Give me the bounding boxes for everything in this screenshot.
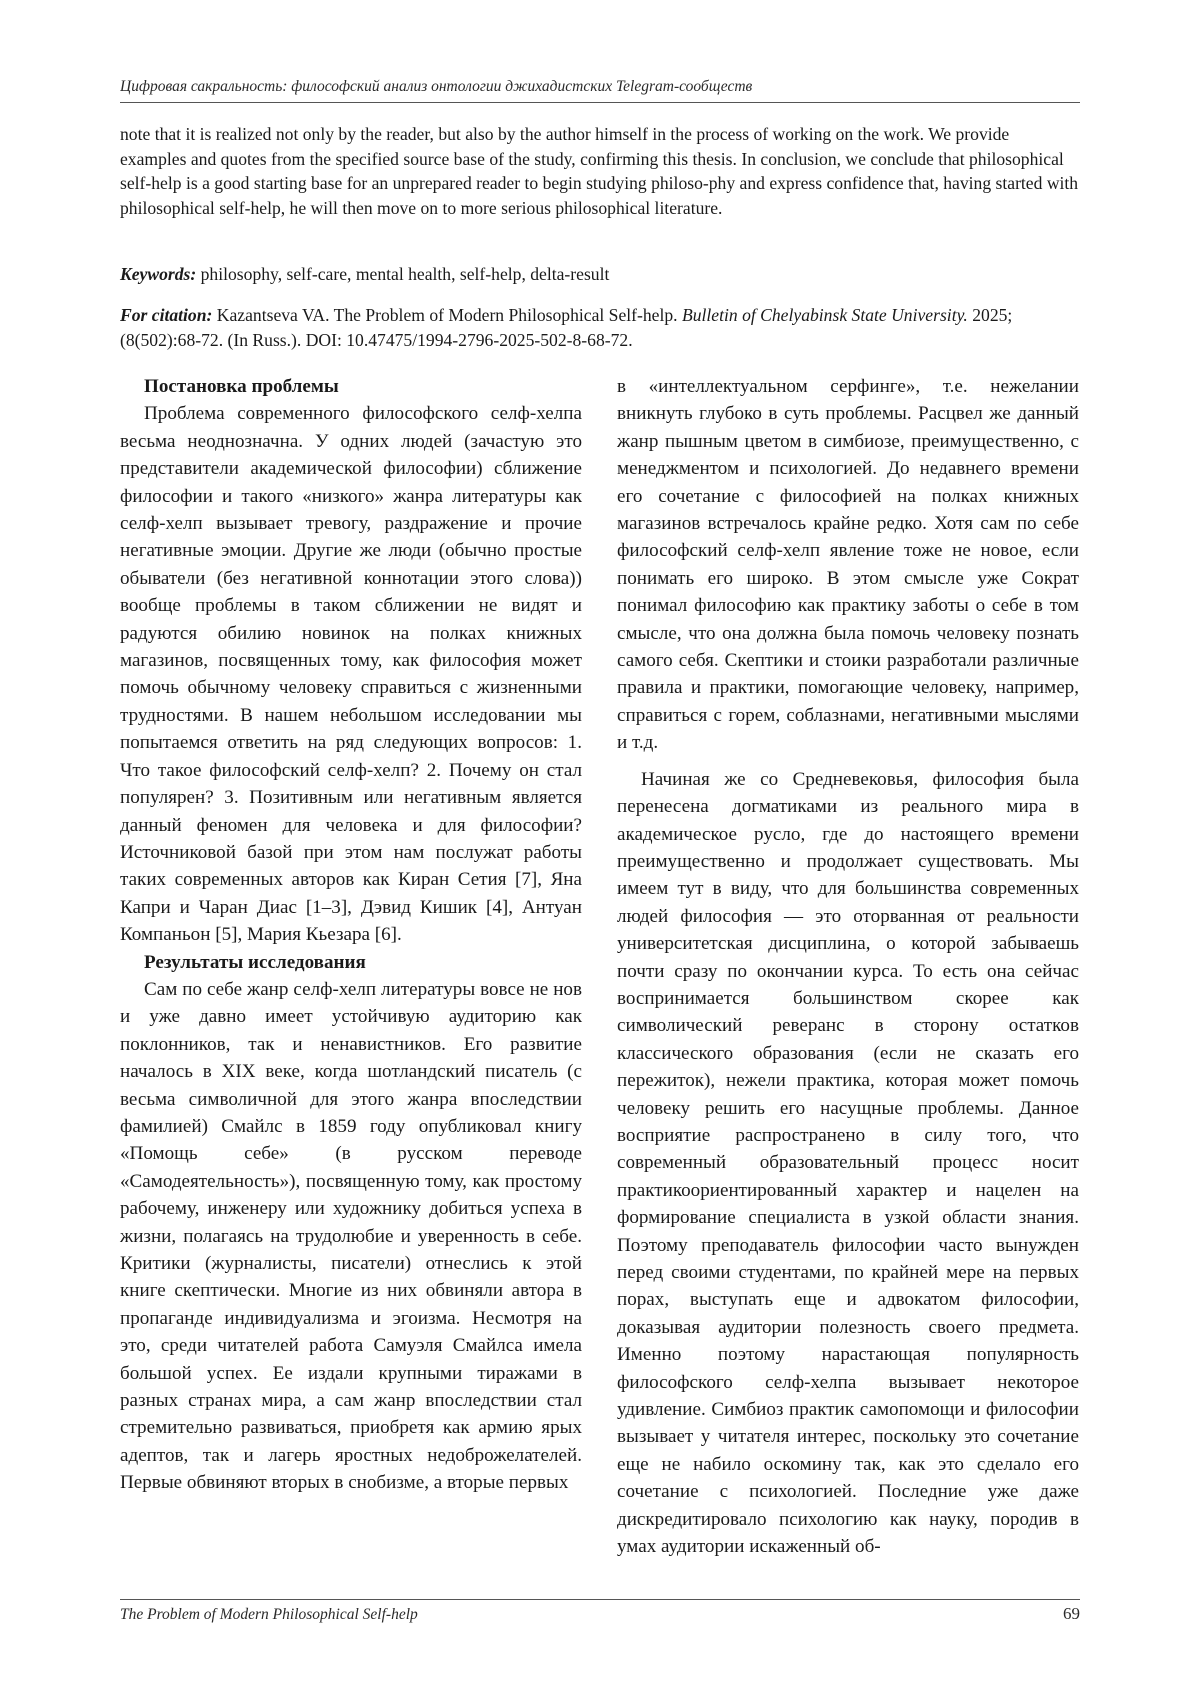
- citation-label: For citation:: [120, 305, 213, 325]
- keywords-text: philosophy, self-care, mental health, self-help, delta-result: [196, 264, 610, 284]
- citation-journal: Bulletin of Chelyabinsk State University.: [681, 305, 968, 325]
- citation: [120, 303, 1080, 352]
- footer-rule: [120, 1599, 1080, 1600]
- paragraph-continuation: в «интеллектуальном серфинге», т.е. нежелании вникнуть глубоко в суть проблемы. Расцвел же данный жанр пышным цветом в симбиозе, преимущественно, с менеджментом и психологией. До недавнего времени его сочетание с философией на полках книжных магазинов встречалось крайне редко. Хотя сам по себе философский селф-хелп явление тоже не новое, если понимать его широко. В этом смысле уже Сократ понимал философию как практику заботы о себе в том смысле, что она должна была помочь человеку познать самого себя. Скептики и стоики разработали различные правила и практики, помогающие человеку, например, справиться с горем, соблазнами, негативными мыслями и т.д.: [617, 376, 1079, 754]
- footer-title: The Problem of Modern Philosophical Self-help: [120, 1606, 418, 1623]
- paragraph-problem: Проблема современного философского селф-хелпа весьма неоднозначна. У одних людей (зачастую это представители академической философии) сближение философии и такого «низкого» жанра литературы как селф-хелп вызывает тревогу, раздражение и прочие негативные эмоции. Другие же люди (обычно простые обыватели (без негативной коннотации этого слова)) вообще проблемы в таком сближении не видят и радуются обилию новинок на полках книжных магазинов, посвященных тому, как философия может помочь обычному человеку справиться с жизненными трудностями. В нашем небольшом исследовании мы попытаемся ответить на ряд следующих вопросов: 1. Что такое философский селф-хелп? 2. Почему он стал популярен? 3. Позитивным или негативным является данный феномен для человека и для философии? Источниковой базой при этом нам послужат работы таких современных авторов как Киран Сетия [7], Яна Капри и Чаран Диас [1–3], Дэвид Кишик [4], Антуан Компаньон [5], Мария Кьезара [6].: [120, 403, 582, 946]
- keywords: [120, 262, 1080, 286]
- running-header: Цифровая сакральность: философский анализ онтологии джихадистских Telegram-сообществ: [120, 78, 1080, 103]
- abstract-tail: note that it is realized not only by the reader, but also by the author himself in the process of working on the work. We provide examples and quotes from the specified source base of the study, confirming this thesis. In conclusion, we conclude that philosophical self-help is a good starting base for an unprepared reader to begin studying philoso-phy and express confidence that, having started with philosophical self-help, he will then move on to more serious philosophical literature.: [120, 124, 1079, 218]
- right-column: [617, 373, 1079, 1560]
- section-heading-problem: Постановка проблемы: [144, 376, 339, 397]
- keywords-label: Keywords:: [120, 264, 197, 284]
- citation-text: Kazantseva VA. The Problem of Modern Philosophical Self-help.: [212, 305, 682, 325]
- paragraph-middle-ages: Начиная же со Средневековья, философия была перенесена догматиками из реального мира в академическое русло, где до настоящего времени преимущественно и продолжает существовать. Мы имеем тут в виду, что для большинства современных людей философия — это оторванная от реальности университетская дисциплина, о которой забываешь почти сразу по окончании курса. То есть она сейчас воспринимается большинством скорее как символический реверанс в сторону остатков классического образования (если не сказать его пережиток), нежели практика, которая может помочь человеку решить его насущные проблемы. Данное восприятие распространено в силу того, что современный образовательный процесс носит практикоориентированный характер и нацелен на формирование специалиста в узкой области знания. Поэтому преподаватель философии часто вынужден перед своими студентами, по крайней мере на первых порах, выступать еще и адвокатом философии, доказывая аудитории полезность своего предмета. Именно поэтому нарастающая популярность философского селф-хелпа вызывает некоторое удивление. Симбиоз практик самопомощи и философии вызывает у читателя интерес, поскольку это сочетание еще не набило оскомину так, как это сделало его сочетание с психологией. Последние уже даже дискредитировало психологию как науку, породив в умах аудитории искаженный об-: [617, 768, 1079, 1558]
- page-number: 69: [1063, 1604, 1080, 1623]
- section-heading-results: Результаты исследования: [144, 951, 366, 973]
- paragraph-results: Сам по себе жанр селф-хелп литературы вовсе не нов и уже давно имеет устойчивую аудиторию как поклонников, так и ненавистников. Его развитие началось в XIX веке, когда шотландский писатель (с весьма символичной для этого жанра впоследствии фамилией) Смайлс в 1859 году опубликовал книгу «Помощь себе» (в русском переводе «Самодеятельность»), посвященную тому, как простому рабочему, инженеру или художнику добиться успеха в жизни, полагаясь на трудолюбие и уверенность в себе. Критики (журналисты, писатели) отнеслись к этой книге скептически. Многие из них обвиняли автора в пропаганде индивидуализма и эгоизма. Несмотря на это, среди читателей работа Самуэля Смайлса имела большой успех. Ее издали крупными тиражами в разных странах мира, а сам жанр впоследствии стал стремительно развиваться, приобретя как армию ярых адептов, так и лагерь яростных недоброжелателей. Первые обвиняют вторых в снобизме, а вторые первых: [120, 978, 582, 1494]
- left-column: [120, 373, 582, 1497]
- citation-doi: 2025;(8(502):68-72. (In Russ.). DOI: 10.47475/1994-2796-2025-502-8-68-72.: [120, 305, 1013, 350]
